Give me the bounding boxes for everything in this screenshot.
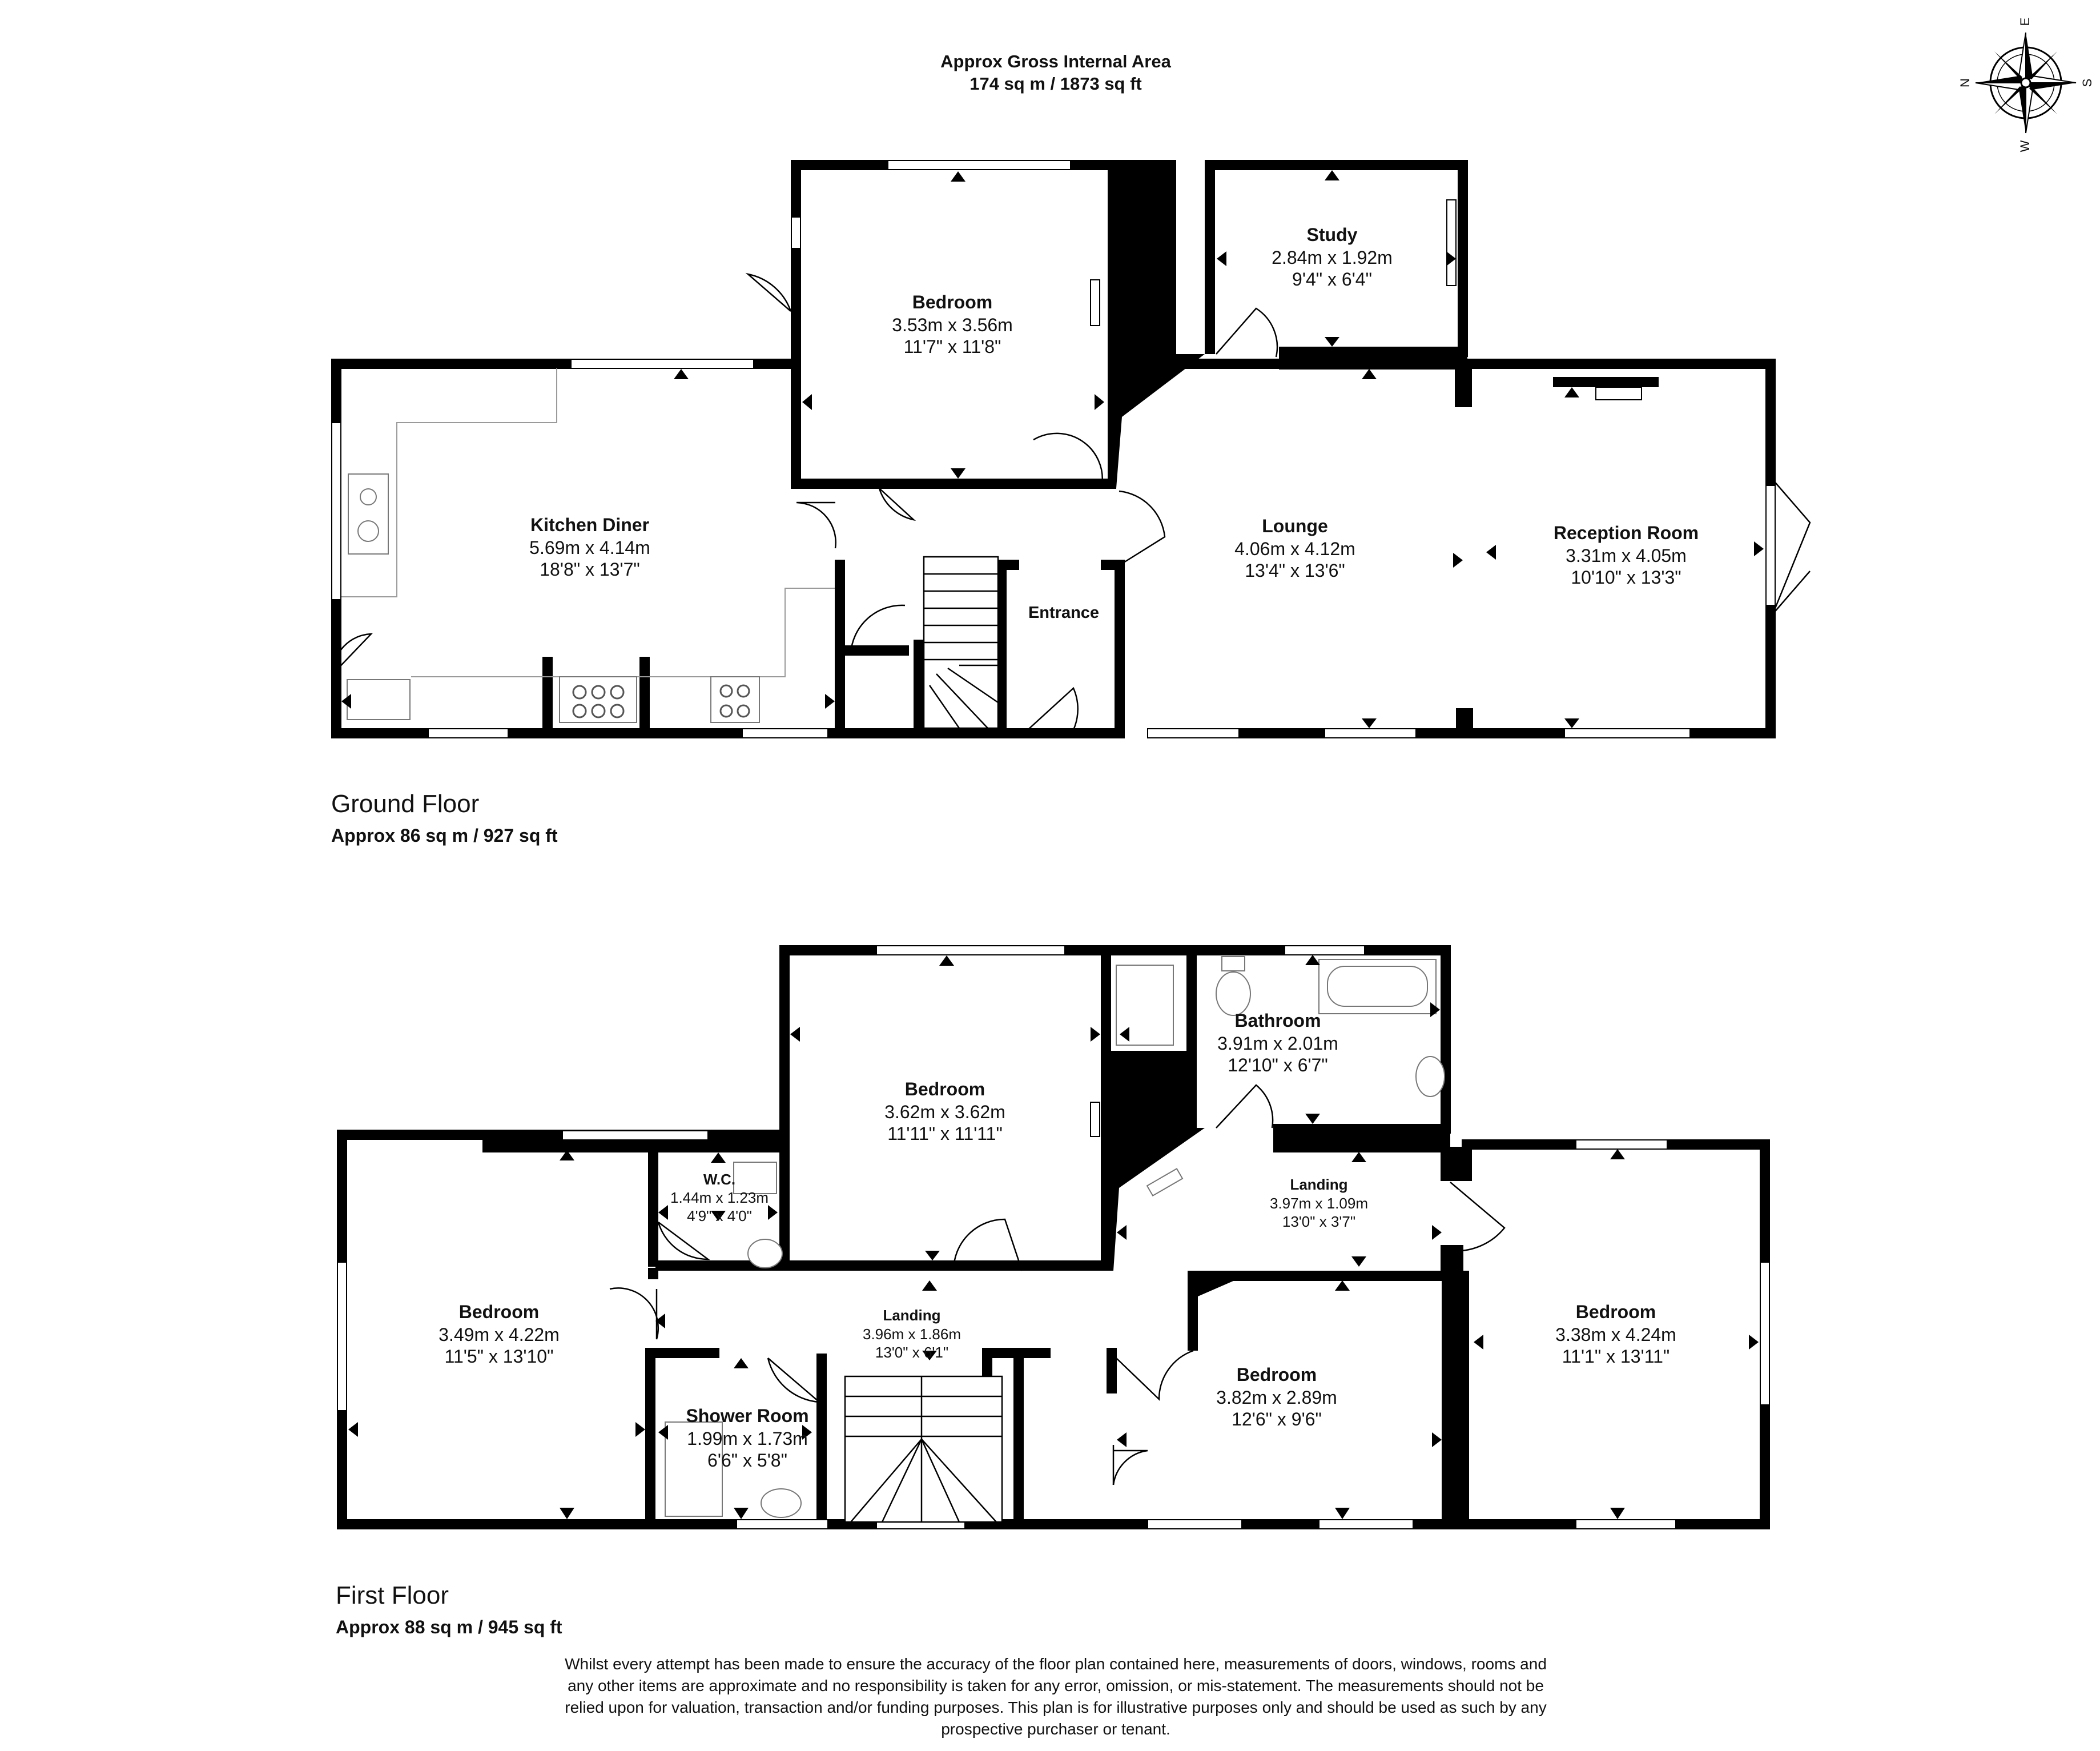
ff-bathroom-imperial: 12'10" x 6'7" [1228,1055,1328,1075]
gia-title: Approx Gross Internal Area [940,51,1171,71]
gf-bedroom-name: Bedroom [912,292,993,312]
ff-landing-right-imperial: 13'0" x 3'7" [1282,1213,1356,1230]
gf-lounge-metric: 4.06m x 4.12m [1234,539,1355,559]
ff-landing-right-metric: 3.97m x 1.09m [1270,1195,1368,1212]
gf-reception-name: Reception Room [1553,523,1699,543]
gf-study-metric: 2.84m x 1.92m [1272,247,1393,268]
disclaimer-line-1: Whilst every attempt has been made to ensure the accuracy of the floor plan contained here, measurements of doors, windows, rooms and [565,1655,1547,1673]
ground-floor-plan [331,160,1810,738]
ff-shower-metric: 1.99m x 1.73m [687,1428,808,1449]
ff-bedroom-right-metric: 3.38m x 4.24m [1555,1324,1676,1345]
ff-wc-name: W.C. [703,1171,736,1188]
ground-floor-title: Ground Floor [331,790,480,818]
ground-floor-area: Approx 86 sq m / 927 sq ft [331,825,558,846]
ff-bedroom-top-metric: 3.62m x 3.62m [884,1102,1005,1122]
compass-rose-icon [1976,33,2076,133]
ff-bathroom-name: Bathroom [1234,1010,1321,1031]
first-floor-plan [337,945,1770,1529]
gf-lounge-imperial: 13'4" x 13'6" [1245,560,1345,581]
compass-label-n: N [1958,78,1972,87]
ff-bedroom-left-metric: 3.49m x 4.22m [438,1324,560,1345]
gf-kitchen-name: Kitchen Diner [530,515,650,535]
gf-lounge-name: Lounge [1262,516,1328,536]
ff-bedroom-mid-imperial: 12'6" x 9'6" [1232,1409,1322,1429]
ff-landing-main-metric: 3.96m x 1.86m [863,1326,961,1343]
gf-reception-imperial: 10'10" x 13'3" [1571,567,1681,588]
disclaimer-line-4: prospective purchaser or tenant. [941,1720,1170,1738]
disclaimer-line-2: any other items are approximate and no responsibility is taken for any error, omission, or mis-statement. The measurements should not be [568,1677,1544,1694]
ff-shower-imperial: 6'6" x 5'8" [707,1450,787,1471]
ff-bedroom-mid-metric: 3.82m x 2.89m [1216,1387,1337,1408]
gf-kitchen-imperial: 18'8" x 13'7" [540,559,640,580]
gf-reception-metric: 3.31m x 4.05m [1566,545,1687,566]
ff-wc-imperial: 4'9" x 4'0" [687,1207,752,1224]
gia-value: 174 sq m / 1873 sq ft [969,74,1142,94]
gf-bedroom-imperial: 11'7" x 11'8" [903,336,1001,357]
ff-bathroom-metric: 3.91m x 2.01m [1217,1033,1338,1054]
ff-landing-right-name: Landing [1290,1176,1348,1193]
ff-bedroom-left-imperial: 11'5" x 13'10" [444,1346,554,1367]
ff-landing-main-name: Landing [883,1307,941,1324]
gf-study-name: Study [1306,224,1358,245]
ff-bedroom-left-name: Bedroom [458,1302,540,1322]
ff-landing-main-imperial: 13'0" x 6'1" [875,1344,949,1361]
ff-bedroom-right-imperial: 11'1" x 13'11" [1562,1346,1670,1367]
first-floor-title: First Floor [336,1581,449,1609]
ff-shower-name: Shower Room [686,1405,809,1426]
gf-bedroom-metric: 3.53m x 3.56m [892,315,1013,335]
ff-bedroom-right-name: Bedroom [1575,1302,1656,1322]
disclaimer-line-3: relied upon for valuation, transaction and/or funding purposes. This plan is for illustrative purposes only and should be used as such by any [565,1698,1547,1716]
gf-entrance-name: Entrance [1028,604,1100,622]
ff-wc-metric: 1.44m x 1.23m [670,1189,769,1206]
gf-study-imperial: 9'4" x 6'4" [1292,269,1372,290]
first-floor-area: Approx 88 sq m / 945 sq ft [336,1617,562,1637]
compass-label-s: S [2080,78,2094,87]
compass-label-e: E [2018,17,2032,26]
ff-bedroom-top-name: Bedroom [904,1079,985,1099]
ff-bedroom-mid-name: Bedroom [1236,1364,1317,1385]
compass-label-w: W [2018,140,2032,152]
gf-kitchen-metric: 5.69m x 4.14m [529,537,650,558]
ff-bedroom-top-imperial: 11'11" x 11'11" [887,1123,1003,1144]
